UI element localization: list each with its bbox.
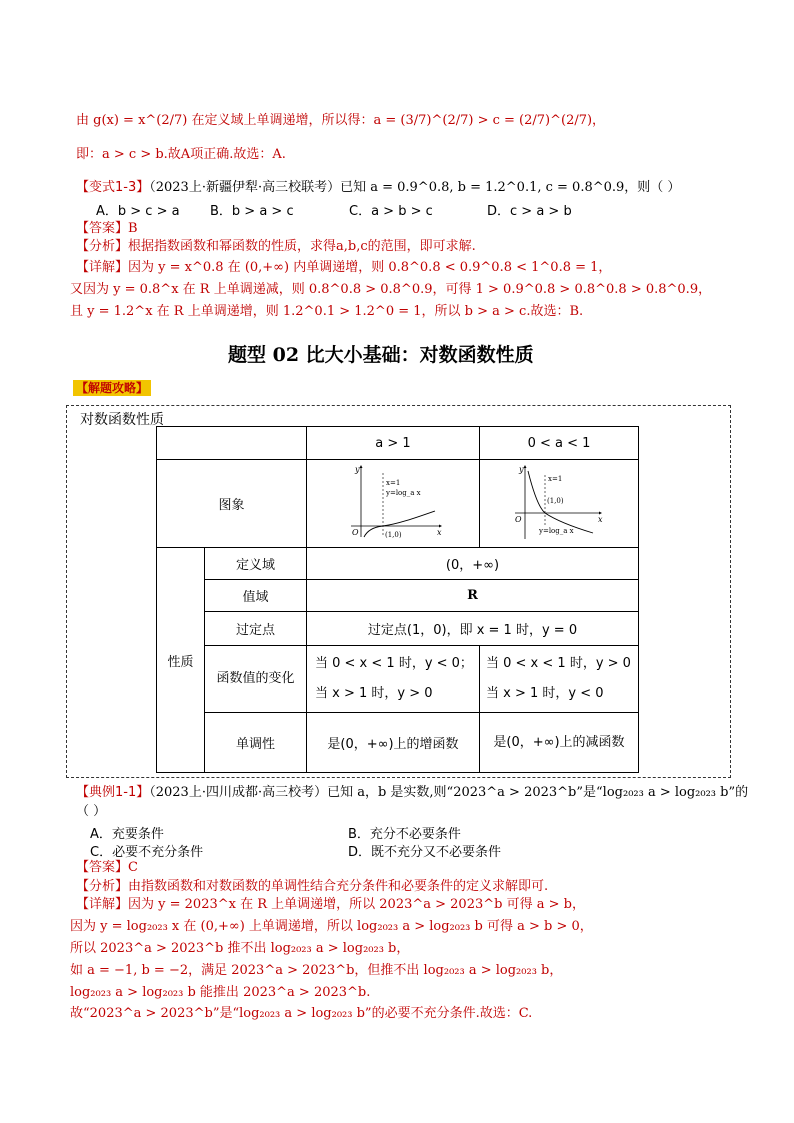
example-answer-value: C	[128, 860, 138, 875]
variant-answer	[76, 220, 138, 238]
table-point-value: 过定点(1，0)，即 x = 1 时，y = 0	[307, 612, 639, 646]
variant-text: （2023上·新疆伊犁·高三校联考）已知 a = 0.9^0.8, b = 1.2^0.1, c = 0.8^0.9，则（ ）	[149, 180, 681, 195]
example-analysis-label: 【分析】	[76, 879, 129, 894]
example-answer-label: 【答案】	[76, 860, 129, 875]
variant-detail-1	[76, 259, 611, 277]
example-detail-3: 所以 2023^a > 2023^b 推不出 log₂₀₂₃ a > log₂₀₂₃ b，	[70, 941, 410, 956]
variant-label: 【变式1-3】	[76, 180, 150, 195]
graph1-point: (1,0)	[385, 530, 402, 539]
table-domain-value: (0，+∞)	[307, 548, 639, 580]
sign-lt1-line-1: 当 0 < x < 1 时，y > 0	[486, 656, 631, 671]
example-detail-4: 如 a = −1, b = −2，满足 2023^a > 2023^b，但推不出 log₂₀₂₃ a > log₂₀₂₃ b，	[70, 963, 563, 978]
log-graph-decreasing	[511, 463, 607, 541]
variant-detail-2: 又因为 y = 0.8^x 在 R 上单调递减，则 0.8^0.8 > 0.8^0.9，可得 1 > 0.9^0.8 > 0.8^0.8 > 0.8^0.9，	[70, 282, 712, 297]
graph2-y-axis-label: y	[519, 464, 524, 474]
example-answer	[76, 859, 138, 877]
variant-option-a: A．b > c > a	[96, 204, 180, 219]
example-option-d: D．既不充分又不必要条件	[348, 845, 502, 860]
table-range-label: 值域	[205, 580, 307, 612]
example-option-b: B．充分不必要条件	[348, 827, 461, 842]
table-head-a-gt1: a > 1	[307, 427, 480, 460]
sign-lt1-line-2: 当 x > 1 时，y < 0	[486, 686, 604, 701]
graph-a-lt1	[480, 460, 639, 548]
sign-gt1-line-2: 当 x > 1 时，y > 0	[315, 686, 433, 701]
graph1-line-eq: x=1	[386, 478, 401, 487]
example-analysis	[76, 878, 548, 896]
graph2-x-axis-label: x	[598, 514, 603, 524]
example-question	[76, 784, 748, 802]
section-title: 题型 02 比大小基础：对数函数性质	[228, 344, 534, 366]
table-mono-label: 单调性	[205, 713, 307, 773]
table-graph-label: 图象	[157, 460, 307, 548]
sign-gt1-line-1: 当 0 < x < 1 时，y < 0；	[315, 656, 473, 671]
variant-analysis-label: 【分析】	[76, 239, 129, 254]
example-text: （2023上·四川成都·高三校考）已知 a，b 是实数,则“2023^a > 2023^b”是“log₂₀₂₃ a > log₂₀₂₃ b”的	[149, 785, 749, 800]
table-props-label: 性质	[157, 548, 205, 773]
table-sign-lt1	[480, 646, 639, 713]
table-mono-gt1: 是(0，+∞)上的增函数	[307, 713, 480, 773]
graph1-y-axis-label: y	[355, 464, 360, 474]
derivation-line-1: 由 g(x) = x^(2/7) 在定义域上单调递增，所以得：a = (3/7)^(2/7) > c = (2/7)^(2/7)，	[76, 113, 606, 128]
strategy-badge-label: 【解题攻略】	[73, 380, 151, 396]
variant-analysis	[76, 238, 476, 256]
graph1-x-axis-label: x	[437, 527, 442, 537]
variant-option-d: D．c > a > b	[487, 204, 572, 219]
example-detail-5: log₂₀₂₃ a > log₂₀₂₃ b 能推出 2023^a > 2023^b.	[70, 985, 371, 1000]
graph2-origin: O	[515, 514, 522, 524]
graph1-curve-eq: y=log_a x	[386, 488, 421, 497]
variant-answer-label: 【答案】	[76, 221, 129, 236]
example-paren: （ ）	[76, 804, 107, 819]
example-option-a: A．充要条件	[90, 827, 164, 842]
derivation-line-2: 即：a > c > b.故A项正确.故选：A.	[76, 147, 286, 162]
strategy-badge	[73, 377, 151, 396]
graph2-line-eq: x=1	[548, 474, 563, 483]
variant-question	[76, 179, 680, 197]
table-sign-label: 函数值的变化	[205, 646, 307, 713]
table-sign-gt1	[307, 646, 480, 713]
table-mono-lt1: 是(0，+∞)上的减函数	[480, 713, 639, 773]
variant-detail-label: 【详解】	[76, 260, 129, 275]
log-properties-table	[156, 426, 639, 773]
example-detail-label: 【详解】	[76, 897, 129, 912]
variant-answer-value: B	[128, 221, 138, 236]
variant-detail-3: 且 y = 1.2^x 在 R 上单调递增，则 1.2^0.1 > 1.2^0 = 1，所以 b > a > c.故选：B.	[70, 304, 584, 319]
table-domain-label: 定义域	[205, 548, 307, 580]
example-label: 【典例1-1】	[76, 785, 150, 800]
example-analysis-text: 由指数函数和对数函数的单调性结合充分条件和必要条件的定义求解即可.	[128, 879, 549, 894]
example-detail-6: 故“2023^a > 2023^b”是“log₂₀₂₃ a > log₂₀₂₃ b”的必要不充分条件.故选：C.	[70, 1006, 533, 1021]
variant-option-c: C．a > b > c	[349, 204, 433, 219]
example-detail-1	[76, 896, 585, 914]
example-option-c: C．必要不充分条件	[90, 845, 204, 860]
variant-detail-text-1: 因为 y = x^0.8 在 (0,+∞) 内单调递增，则 0.8^0.8 < 0.9^0.8 < 1^0.8 = 1，	[128, 260, 612, 275]
graph2-point: (1,0)	[547, 496, 564, 505]
graph1-origin: O	[352, 527, 359, 537]
table-range-value: R	[307, 580, 639, 612]
graph-a-gt1	[307, 460, 480, 548]
example-detail-text-1: 因为 y = 2023^x 在 R 上单调递增，所以 2023^a > 2023^b 可得 a > b，	[128, 897, 585, 912]
variant-analysis-text: 根据指数函数和幂函数的性质，求得a,b,c的范围，即可求解.	[128, 239, 476, 254]
table-corner	[157, 427, 307, 460]
box-title: 对数函数性质	[80, 412, 164, 428]
log-graph-increasing	[343, 463, 443, 541]
table-head-a-lt1: 0 < a < 1	[480, 427, 639, 460]
example-detail-2: 因为 y = log₂₀₂₃ x 在 (0,+∞) 上单调递增，所以 log₂₀₂₃ a > log₂₀₂₃ b 可得 a > b > 0，	[70, 919, 593, 934]
graph2-curve-eq: y=log_a x	[539, 526, 574, 535]
table-point-label: 过定点	[205, 612, 307, 646]
variant-option-b: B．b > a > c	[210, 204, 294, 219]
